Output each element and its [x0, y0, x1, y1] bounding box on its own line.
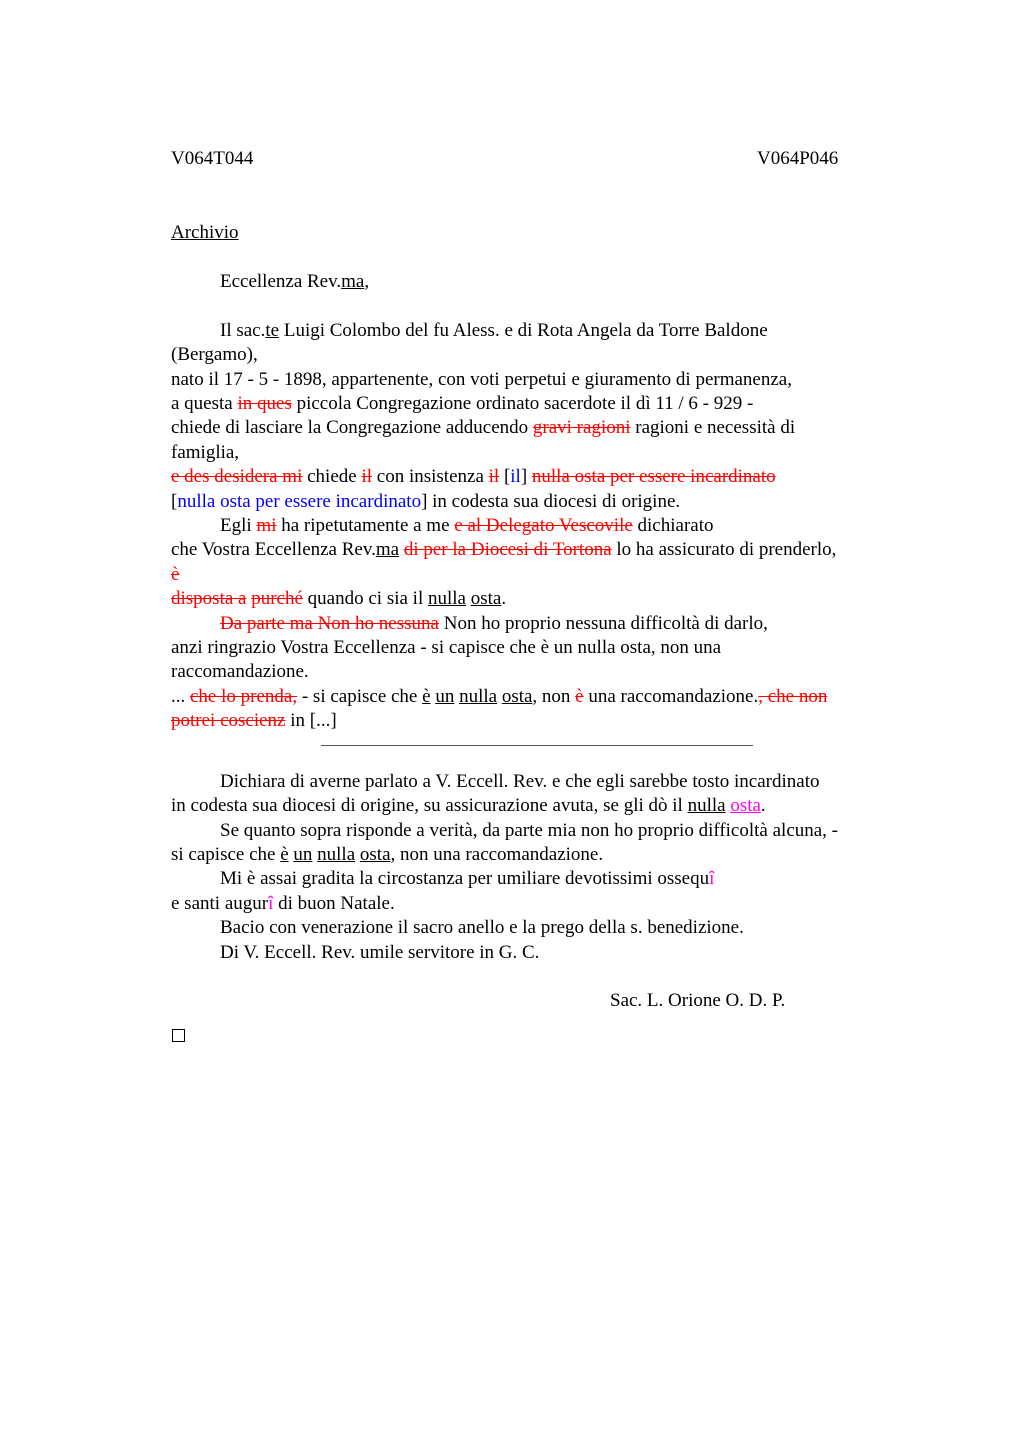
paragraph-line: e santi augurî di buon Natale. [171, 892, 395, 914]
archive-heading: Archivio [171, 222, 239, 243]
paragraph-line: nato il 17 - 5 - 1898, appartenente, con voti perpetui e giuramento di permanenza, [171, 368, 792, 390]
paragraph-line: (Bergamo), [171, 344, 258, 366]
paragraph-line: Mi è assai gradita la circostanza per umiliare devotissimi ossequî [220, 868, 715, 890]
deleted-text: e des desidera mi [171, 466, 303, 488]
paragraph-line: Il sac.te Luigi Colombo del fu Aless. e di Rota Angela da Torre Baldone [220, 319, 768, 341]
deleted-text: nulla osta per essere incardinato [531, 466, 776, 488]
deleted-text: purché [251, 588, 303, 610]
deleted-text: in ques [237, 393, 292, 415]
document-code-right: V064P046 [757, 148, 839, 169]
inserted-text: nulla osta per essere incardinato [177, 490, 422, 512]
deleted-text: , che non [758, 685, 828, 707]
paragraph-line: raccomandazione. [171, 661, 309, 683]
signature: Sac. L. Orione O. D. P. [610, 990, 786, 1012]
paragraph-line: ... che lo prenda, - si capisce che è un nulla osta, non è una raccomandazione., che non [171, 685, 828, 707]
letter-body [171, 270, 906, 1014]
paragraph-line: e des desidera mi chiede il con insistenza il [il] nulla osta per essere incardinato [171, 466, 776, 488]
paragraph-line: che Vostra Eccellenza Rev.ma di per la Diocesi di Tortona lo ha assicurato di prenderlo, [171, 539, 837, 561]
paragraph-line: [nulla osta per essere incardinato] in codesta sua diocesi di origine. [171, 490, 681, 512]
paragraph-line: Di V. Eccell. Rev. umile servitore in G. C. [220, 941, 540, 963]
paragraph-line: famiglia, [171, 441, 240, 463]
deleted-text: mi [256, 515, 277, 537]
deleted-text: di per la Diocesi di Tortona [403, 539, 612, 561]
deleted-text: potrei coscienz [171, 710, 286, 732]
paragraph-line: disposta a purché quando ci sia il nulla osta. [171, 588, 507, 610]
deleted-text: Da parte ma Non ho nessuna [220, 612, 439, 634]
deleted-text: il [361, 466, 373, 488]
paragraph-line: Da parte ma Non ho nessuna Non ho proprio nessuna difficoltà di darlo, [220, 612, 768, 634]
paragraph-line: potrei coscienz in [...] [171, 710, 337, 732]
deleted-text: e al Delegato Vescovile [454, 515, 633, 537]
checkbox-symbol [172, 1029, 185, 1042]
deleted-text: il [488, 466, 500, 488]
highlighted-text: î [709, 868, 715, 890]
paragraph-line: Egli mi ha ripetutamente a me e al Delegato Vescovile dichiarato [220, 515, 714, 537]
inserted-text: il [510, 466, 521, 488]
paragraph-line: in codesta sua diocesi di origine, su assicurazione avuta, se gli dò il nulla osta. [171, 795, 766, 817]
deleted-text: che lo prenda, [190, 685, 298, 707]
deleted-text: disposta a [171, 588, 247, 610]
paragraph-line: chiede di lasciare la Congregazione adducendo gravi ragioni ragioni e necessità di [171, 417, 796, 439]
paragraph-line: Dichiara di averne parlato a V. Eccell. Rev. e che egli sarebbe tosto incardinato [220, 770, 820, 792]
paragraph-line: si capisce che è un nulla osta, non una raccomandazione. [171, 843, 604, 865]
section-divider [321, 734, 753, 746]
deleted-text: è [575, 685, 584, 707]
highlighted-text: osta [730, 795, 761, 817]
paragraph-line: anzi ringrazio Vostra Eccellenza - si capisce che è un nulla osta, non una [171, 637, 722, 659]
paragraph-line [171, 563, 906, 587]
paragraph-line: Se quanto sopra risponde a verità, da parte mia non ho proprio difficoltà alcuna, - [220, 819, 839, 841]
highlighted-text: î [268, 892, 274, 914]
salutation: Eccellenza Rev.ma, [220, 271, 370, 292]
paragraph-line: a questa in ques piccola Congregazione ordinato sacerdote il dì 11 / 6 - 929 - [171, 393, 754, 415]
document-code-left: V064T044 [171, 148, 254, 169]
paragraph-line: Bacio con venerazione il sacro anello e la prego della s. benedizione. [220, 917, 744, 939]
deleted-text: gravi ragioni [532, 417, 631, 439]
deleted-text: è [171, 563, 180, 585]
